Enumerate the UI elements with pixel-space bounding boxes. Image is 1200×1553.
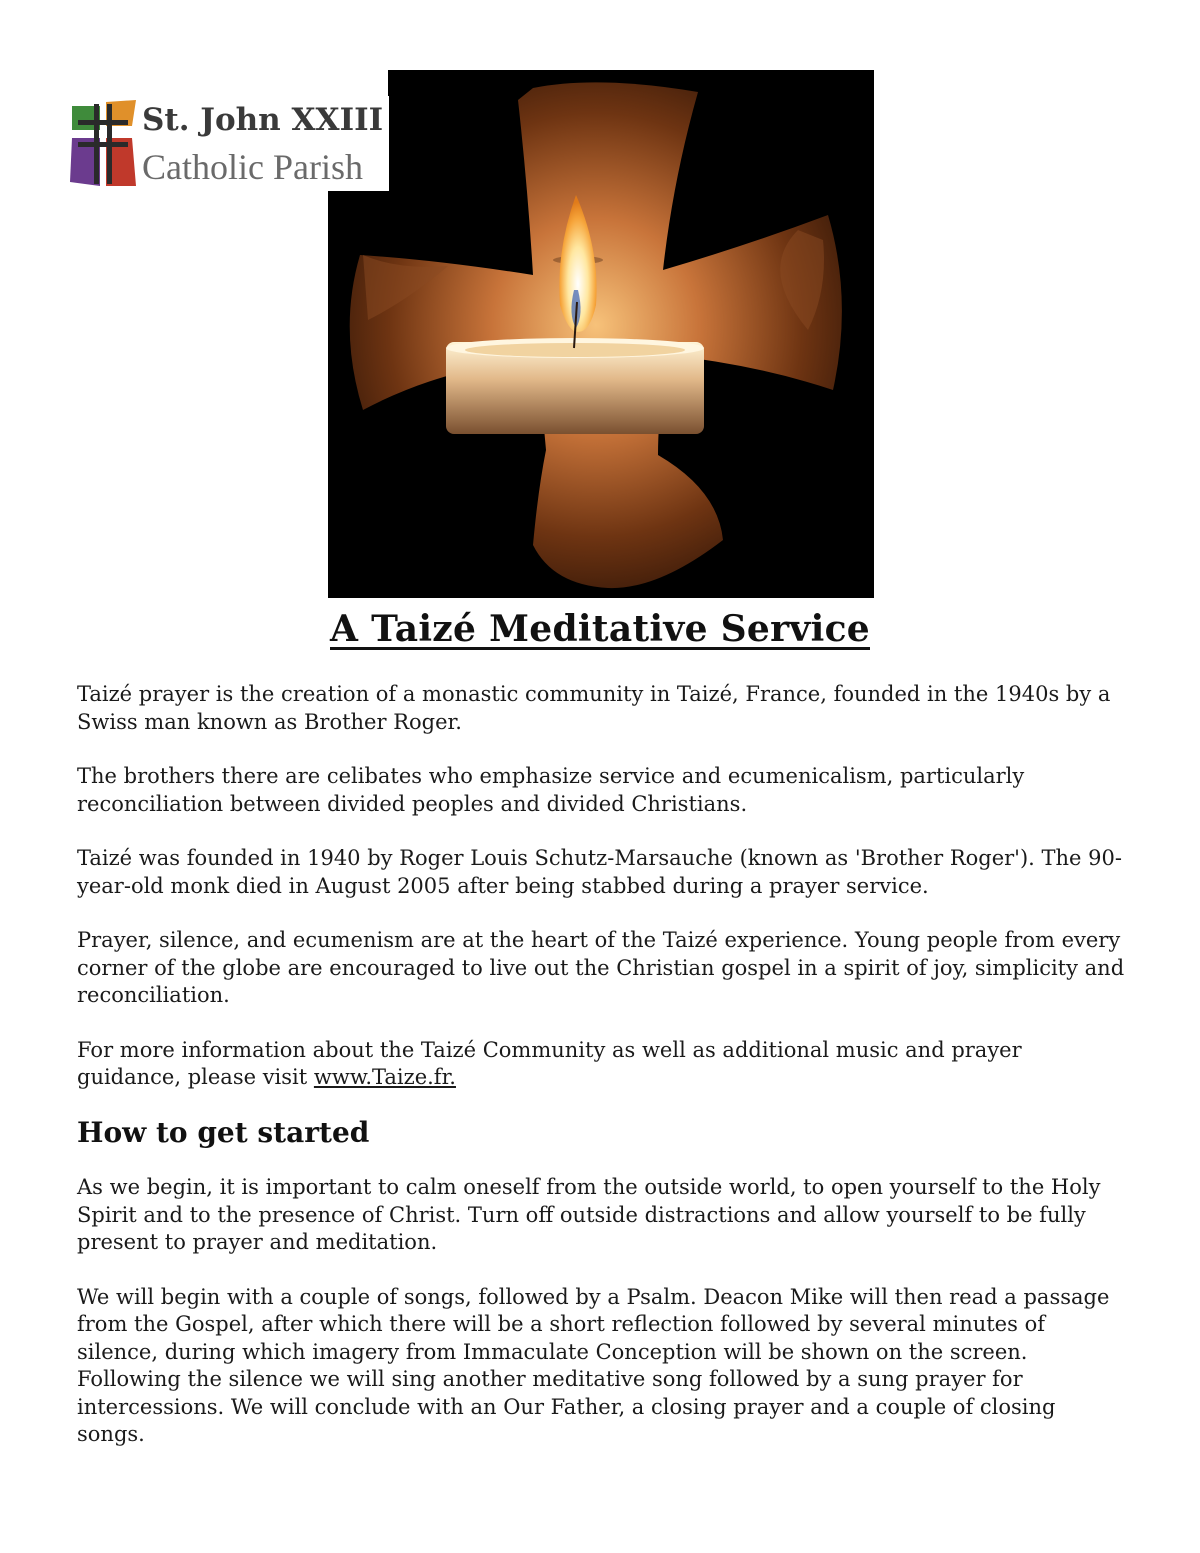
logo-line1: St. John XXIII <box>142 102 384 138</box>
paragraph-6: As we begin, it is important to calm oneself from the outside world, to open yourself to the Holy Spirit and to the presence of Christ. Turn off outside distractions and allow yourself to be fully present to prayer and meditation. <box>77 1175 1101 1254</box>
paragraph-2: The brothers there are celibates who emphasize service and ecumenicalism, particularly reconciliation between divided peoples and divided Christians. <box>77 764 1025 816</box>
body-text <box>77 681 1127 1476</box>
paragraph-1: Taizé prayer is the creation of a monastic community in Taizé, France, founded in the 1940s by a Swiss man known as Brother Roger. <box>77 682 1111 734</box>
candle-cross-image <box>328 70 874 598</box>
paragraph-7: We will begin with a couple of songs, followed by a Psalm. Deacon Mike will then read a passage from the Gospel, after which there will be a short reflection followed by several minutes of silence, during which imagery from Immaculate Conception will be shown on the screen. Following the silence we will sing another meditative song followed by a sung prayer for intercessions. We will conclude with an Our Father, a closing prayer and a couple of closing songs. <box>77 1284 1110 1446</box>
parish-logo <box>64 96 389 191</box>
paragraph-5-text: For more information about the Taizé Community as well as additional music and prayer guidance, please visit <box>77 1037 1022 1089</box>
logo-line2: Catholic Parish <box>142 147 363 187</box>
section-heading: How to get started <box>77 1115 370 1149</box>
paragraph-4: Prayer, silence, and ecumenism are at the heart of the Taizé experience. Young people from every corner of the globe are encouraged to live out the Christian gospel in a spirit of joy, simplicity and reconciliation. <box>77 928 1125 1007</box>
candle-cross-illustration <box>328 70 874 598</box>
parish-cross-logo-icon <box>70 100 136 186</box>
page-title: A Taizé Meditative Service <box>330 608 870 650</box>
cross-silhouette <box>350 82 842 588</box>
paragraph-5 <box>77 1037 1127 1092</box>
taize-link[interactable]: www.Taize.fr. <box>313 1065 456 1089</box>
paragraph-3: Taizé was founded in 1940 by Roger Louis Schutz-Marsauche (known as 'Brother Roger'). The 90-year-old monk died in August 2005 after being stabbed during a prayer service. <box>77 846 1122 898</box>
